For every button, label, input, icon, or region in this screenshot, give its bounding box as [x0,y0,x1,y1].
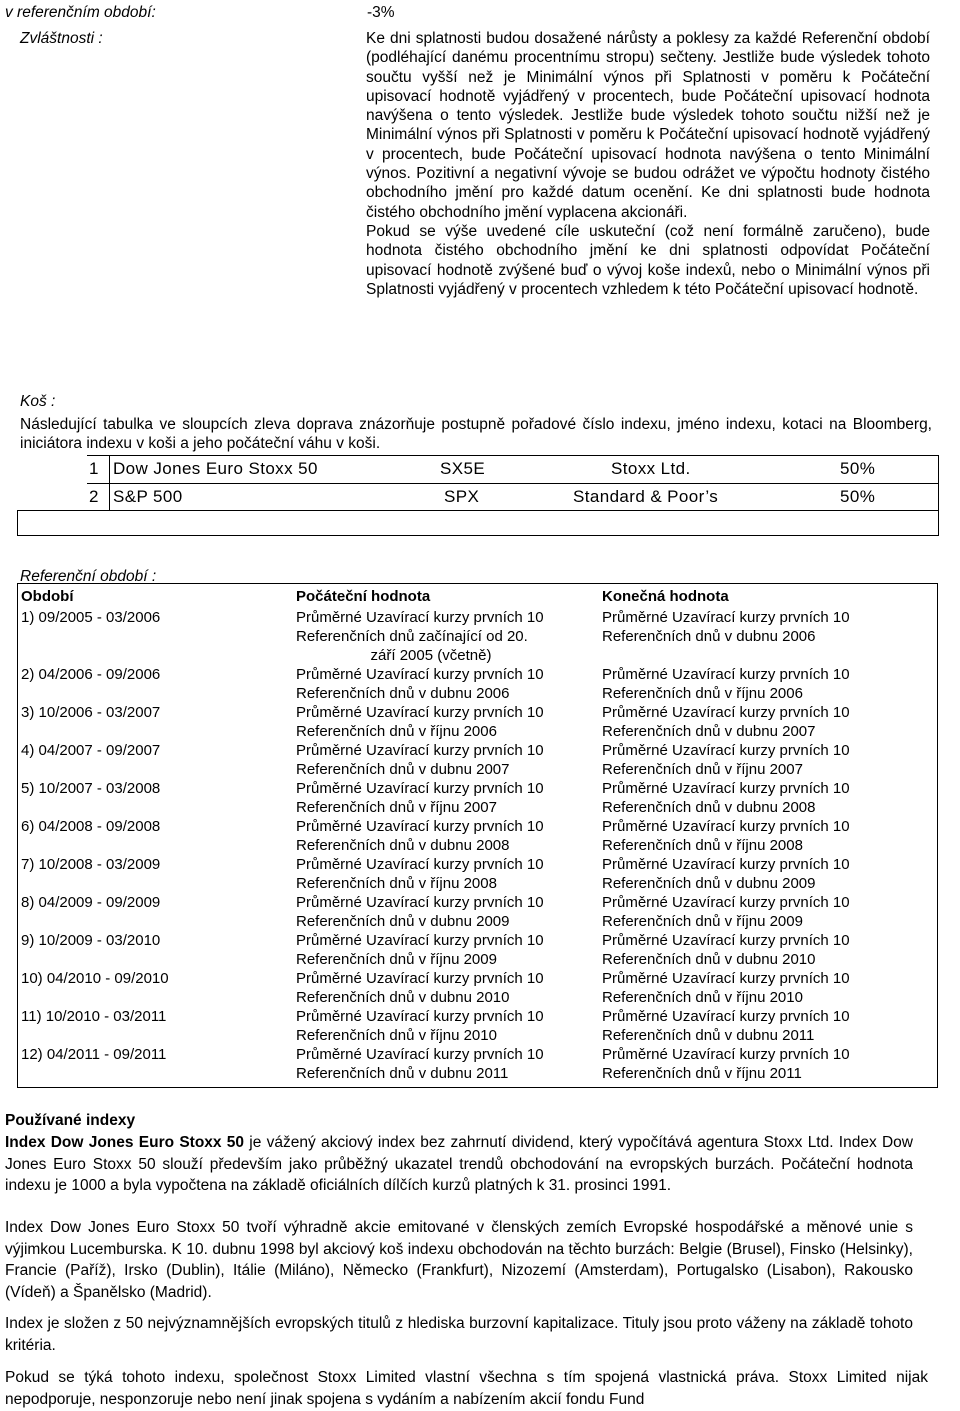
periods-row [18,931,937,969]
special-features-paragraph: Ke dni splatnosti budou dosažené nárůsty a poklesy za každé Referenční období (podléhající danému procentnímu stropu) sečteny. Jestliže bude výsledek tohoto součtu vyšší než je Minimální výnos při Splatnosti v poměru k Počáteční upisovací hodnotě vyjádřený v procentech, bude Počáteční upisovací hodnota navýšena o tento výsledek. Jestliže bude výsledek tohoto součtu nižší než je Minimální výnos při Splatnosti v poměru k Počáteční upisovací hodnotě vyjádřený v procentech, bude Počáteční upisovací hodnota navýšena o tento Minimální výnos. Pozitivní a negativní vývoje se budou odrážet ve výpočtu hodnoty čistého obchodního jmění pro každé datum ocenění. Ke dni splatnosti bude hodnota čistého obchodního jmění vyplacena akcionáři. [366,30,930,221]
period-end [602,779,937,817]
period-end-line: Průměrné Uzavírací kurzy prvních 10 [602,609,850,626]
period-range: 1) 09/2005 - 03/2006 [21,609,161,626]
periods-header: Období [21,587,74,605]
period-end [602,931,937,969]
period-end-line: Průměrné Uzavírací kurzy prvních 10 [602,970,850,987]
period-start-line: Průměrné Uzavírací kurzy prvních 10 [296,970,544,987]
period-end-line: Referenčních dnů v říjnu 2007 [602,761,803,778]
period-end-line: Průměrné Uzavírací kurzy prvních 10 [602,742,850,759]
period-range: 3) 10/2006 - 03/2007 [21,704,161,721]
period-start-line: Průměrné Uzavírací kurzy prvních 10 [296,856,544,873]
period-end-line: Referenčních dnů v říjnu 2008 [602,837,803,854]
period-end-line: Průměrné Uzavírací kurzy prvních 10 [602,704,850,721]
period-end [602,1045,937,1083]
period-start-line: Průměrné Uzavírací kurzy prvních 10 [296,894,544,911]
period-range: 11) 10/2010 - 03/2011 [21,1008,167,1025]
period-end [602,969,937,1007]
period-start-line: Referenčních dnů začínající od 20. [296,628,528,645]
basket-row-ticker: SX5E [440,459,486,478]
special-features-text [366,29,930,299]
period-start [296,665,602,703]
period-start [296,893,602,931]
period-range: 7) 10/2008 - 03/2009 [21,856,161,873]
basket-row-number: 2 [89,487,99,506]
period-start-line: září 2005 (včetně) [370,647,492,664]
period-end-line: Průměrné Uzavírací kurzy prvních 10 [602,894,850,911]
period-start-line: Průměrné Uzavírací kurzy prvních 10 [296,742,544,759]
period-start-line: Referenčních dnů v dubnu 2006 [296,685,510,702]
basket-row-sponsor: Stoxx Ltd. [611,459,691,478]
period-range: 5) 10/2007 - 03/2008 [21,780,161,797]
period-start-line: Průměrné Uzavírací kurzy prvních 10 [296,780,544,797]
period-range: 6) 04/2008 - 09/2008 [21,818,161,835]
period-end-line: Referenčních dnů v říjnu 2010 [602,989,803,1006]
period-range: 2) 04/2006 - 09/2006 [21,666,161,683]
period-end-line: Referenčních dnů v dubnu 2009 [602,875,816,892]
basket-row-name: S&P 500 [113,487,183,506]
period-start-line: Průměrné Uzavírací kurzy prvních 10 [296,932,544,949]
period-start-line: Referenčních dnů v dubnu 2008 [296,837,510,854]
period-start-line: Referenčních dnů v dubnu 2011 [296,1065,509,1082]
period-end-line: Průměrné Uzavírací kurzy prvních 10 [602,1046,850,1063]
period-end-line: Referenčních dnů v dubnu 2007 [602,723,816,740]
period-start-line: Referenčních dnů v říjnu 2006 [296,723,497,740]
periods-row [18,1045,937,1083]
periods-header: Počáteční hodnota [296,587,431,605]
period-start-line: Průměrné Uzavírací kurzy prvních 10 [296,1046,544,1063]
period-start-line: Průměrné Uzavírací kurzy prvních 10 [296,1008,544,1025]
basket-label: Koš : [20,393,56,410]
periods-row [18,969,937,1007]
indexes-paragraph-1 [5,1132,913,1197]
period-start-line: Referenčních dnů v říjnu 2008 [296,875,497,892]
basket-row-name: Dow Jones Euro Stoxx 50 [113,459,318,478]
period-end-line: Průměrné Uzavírací kurzy prvních 10 [602,932,850,949]
periods-row [18,893,937,931]
period-end [602,1007,937,1045]
period-end [602,608,937,665]
period-start-line: Referenčních dnů v dubnu 2009 [296,913,510,930]
period-start [296,779,602,817]
period-start [296,703,602,741]
periods-row [18,741,937,779]
special-features-paragraph: Pokud se výše uvedené cíle uskuteční (což není formálně zaručeno), bude hodnota čistého obchodního jmění ke dni splatnosti odpovídat Počáteční upisovací hodnotě zvýšené buď o vývoj koše indexů, nebo o Minimální výnos při Splatnosti vyjádřený v procentech vzhledem k této Počáteční upisovací hodnotě. [366,222,930,298]
period-range: 4) 04/2007 - 09/2007 [21,742,161,759]
period-end-line: Průměrné Uzavírací kurzy prvních 10 [602,856,850,873]
periods-row [18,817,937,855]
periods-row [18,703,937,741]
period-start-line: Průměrné Uzavírací kurzy prvních 10 [296,609,544,626]
period-start [296,817,602,855]
indexes-paragraph-4: Pokud se týká tohoto indexu, společnost Stoxx Limited vlastní všechna s tím spojená vlastnická práva. Stoxx Limited nijak nepodporuje, nesponzoruje nebo není jinak spojena s vydáním a nabízením akcií fondu Fund [5,1369,928,1408]
basket-row-sponsor: Standard & Poor’s [573,487,719,506]
basket-row-weight: 50% [840,459,876,478]
period-end-line: Referenčních dnů v říjnu 2006 [602,685,803,702]
period-range: 8) 04/2009 - 09/2009 [21,894,161,911]
period-end [602,703,937,741]
period-start-line: Referenčních dnů v říjnu 2007 [296,799,497,816]
basket-row-weight: 50% [840,487,876,506]
period-start-line: Referenčních dnů v dubnu 2010 [296,989,510,1006]
period-start [296,741,602,779]
reference-period-label: v referenčním období: [5,4,156,21]
periods-header: Konečná hodnota [602,587,729,605]
period-start [296,1045,602,1083]
period-start-line: Průměrné Uzavírací kurzy prvních 10 [296,818,544,835]
period-end [602,855,937,893]
reference-period-value: -3% [367,4,395,21]
period-end-line: Průměrné Uzavírací kurzy prvních 10 [602,1008,850,1025]
period-start-line: Referenčních dnů v říjnu 2009 [296,951,497,968]
period-end-line: Referenčních dnů v dubnu 2010 [602,951,816,968]
period-end-line: Referenčních dnů v říjnu 2011 [602,1065,802,1082]
basket-row-number: 1 [89,459,99,478]
period-start [296,608,602,665]
indexes-paragraph-3: Index je složen z 50 nejvýznamnějších evropských titulů z hlediska burzovní kapitalizace. Tituly jsou proto váženy na základě tohoto kritéria. [5,1315,913,1354]
periods-row [18,665,937,703]
period-end [602,893,937,931]
period-end-line: Průměrné Uzavírací kurzy prvních 10 [602,666,850,683]
period-end [602,741,937,779]
period-start [296,855,602,893]
index-name: Index Dow Jones Euro Stoxx 50 [5,1134,245,1151]
period-range: 12) 04/2011 - 09/2011 [21,1046,167,1063]
indexes-paragraph-text: je vážený akciový index bez zahrnutí dividend, který vypočítává agentura Stoxx Ltd. Index Dow Jones Euro Stoxx 50 slouží především jako průběžný ukazatel trendů obchodování na evropských burzách. Počáteční hodnota indexu je 1000 a byla vypočtena na základě oficiálních dílčích kurzů platných k 31. prosinci 1991. [5,1134,913,1194]
period-start-line: Referenčních dnů v dubnu 2007 [296,761,510,778]
basket-row-ticker: SPX [444,487,480,506]
period-end-line: Referenčních dnů v dubnu 2006 [602,628,816,645]
periods-row [18,1007,937,1045]
period-start-line: Průměrné Uzavírací kurzy prvních 10 [296,704,544,721]
periods-row [18,608,937,665]
period-start-line: Referenčních dnů v říjnu 2010 [296,1027,497,1044]
period-start [296,931,602,969]
period-start-line: Průměrné Uzavírací kurzy prvních 10 [296,666,544,683]
period-end-line: Referenčních dnů v dubnu 2008 [602,799,816,816]
period-range: 9) 10/2009 - 03/2010 [21,932,161,949]
period-end-line: Průměrné Uzavírací kurzy prvních 10 [602,780,850,797]
period-end-line: Referenčních dnů v dubnu 2011 [602,1027,815,1044]
period-range: 10) 04/2010 - 09/2010 [21,970,169,987]
period-end [602,665,937,703]
periods-label: Referenční období : [20,568,157,585]
period-end-line: Průměrné Uzavírací kurzy prvních 10 [602,818,850,835]
periods-row [18,855,937,893]
periods-row [18,779,937,817]
period-start [296,1007,602,1045]
period-end-line: Referenčních dnů v říjnu 2009 [602,913,803,930]
basket-intro: Následující tabulka ve sloupcích zleva doprava znázorňuje postupně pořadové číslo indexu, jméno indexu, kotaci na Bloomberg, iniciátora indexu v koši a jeho počáteční váhu v koši. [20,416,932,452]
period-end [602,817,937,855]
periods-table [17,583,938,1088]
period-start [296,969,602,1007]
indexes-heading: Používané indexy [5,1112,136,1129]
special-features-label: Zvláštnosti : [20,30,103,47]
indexes-paragraph-2: Index Dow Jones Euro Stoxx 50 tvoří výhradně akcie emitované v členských zemích Evropské hospodářské a měnové unie s výjimkou Lucemburska. K 10. dubnu 1998 byl akciový koš indexu obchodován na těchto burzách: Belgie (Brusel), Finsko (Helsinky), Francie (Paříž), Irsko (Dublin), Itálie (Miláno), Německo (Frankfurt), Nizozemí (Amsterdam), Portugalsko (Lisabon), Rakousko (Vídeň) a Španělsko (Madrid). [5,1219,913,1301]
